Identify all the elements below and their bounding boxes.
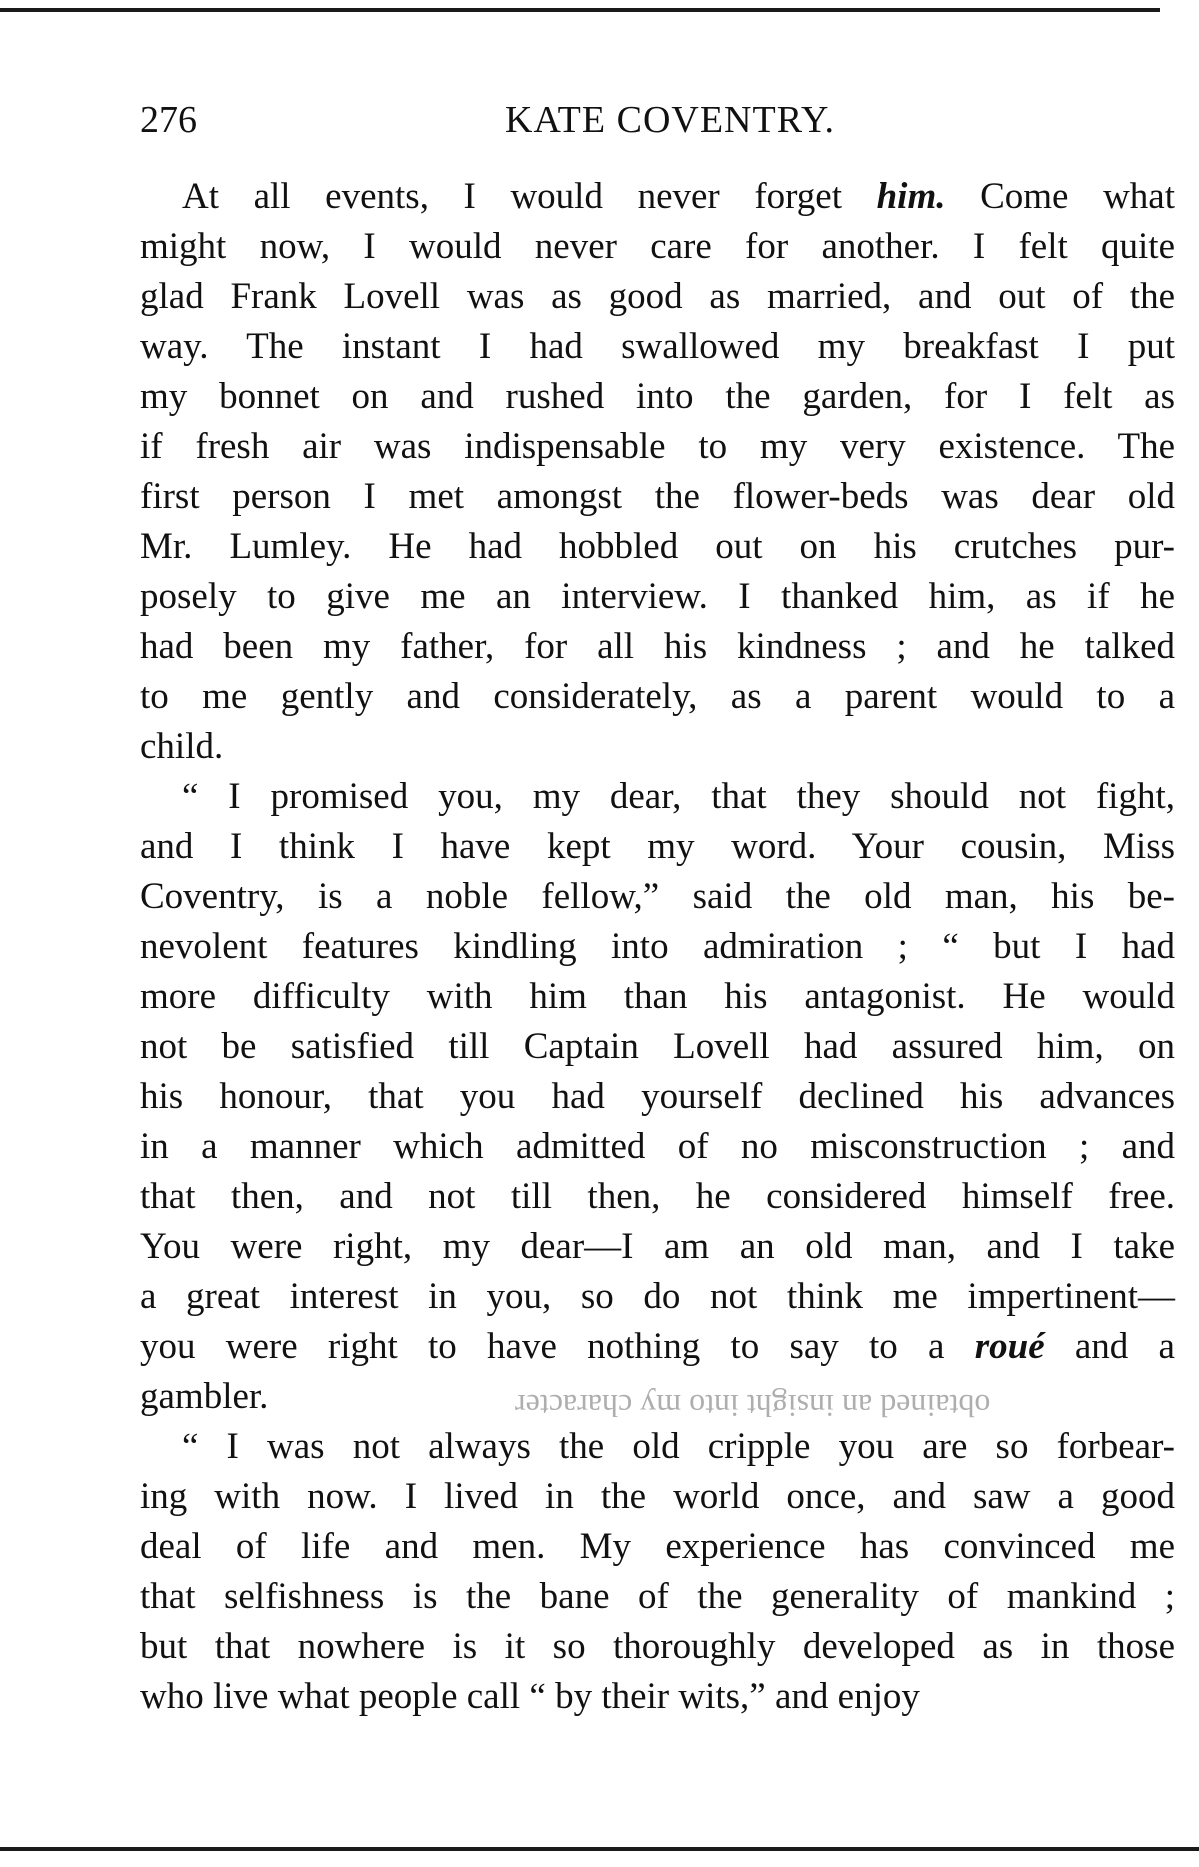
text-run: glad Frank Lovell was as good as married, and out of the — [140, 276, 1175, 317]
text-line — [140, 722, 1175, 772]
text-line — [140, 472, 1175, 522]
emphasis: him. — [876, 176, 946, 217]
text-line — [140, 322, 1175, 372]
text-line — [140, 1072, 1175, 1122]
text-run: At all events, I would never forget — [182, 176, 877, 217]
text-line — [140, 1122, 1175, 1172]
text-run: gambler. — [140, 1376, 269, 1417]
text-run: “ I was not always the old cripple you are so forbear- — [182, 1426, 1175, 1467]
text-run: Mr. Lumley. He had hobbled out on his crutches pur- — [140, 526, 1175, 567]
text-run: if fresh air was indispensable to my very existence. The — [140, 426, 1175, 467]
text-line — [140, 972, 1175, 1022]
bleed-through-text: obtained an insight into my character — [515, 1388, 991, 1424]
text-run: my bonnet on and rushed into the garden, for I felt as — [140, 376, 1175, 417]
running-title: KATE COVENTRY. — [505, 99, 835, 141]
text-run: in a manner which admitted of no misconstruction ; and — [140, 1126, 1175, 1167]
text-line — [140, 772, 1175, 822]
page-number: 276 — [140, 99, 197, 141]
text-line — [140, 872, 1175, 922]
text-run: deal of life and men. My experience has convinced me — [140, 1526, 1175, 1567]
text-run: child. — [140, 726, 224, 767]
text-line — [140, 1572, 1175, 1622]
text-line — [140, 172, 1175, 222]
text-line — [140, 1422, 1175, 1472]
text-line — [140, 622, 1175, 672]
text-run: ing with now. I lived in the world once, and saw a good — [140, 1476, 1175, 1517]
text-run: “ I promised you, my dear, that they should not fight, — [182, 776, 1175, 817]
text-line — [140, 372, 1175, 422]
text-run: and a — [1044, 1326, 1175, 1367]
text-run: You were right, my dear—I am an old man, and I take — [140, 1226, 1175, 1267]
bottom-rule — [0, 1847, 1199, 1851]
body-text — [140, 172, 1175, 1722]
text-run: who live what people call “ by their wits,” and enjoy — [140, 1676, 920, 1717]
text-run: had been my father, for all his kindness ; and he talked — [140, 626, 1175, 667]
text-line — [140, 1322, 1175, 1372]
text-run: but that nowhere is it so thoroughly developed as in those — [140, 1626, 1175, 1667]
text-run: nevolent features kindling into admiration ; “ but I had — [140, 926, 1175, 967]
text-line — [140, 1222, 1175, 1272]
text-run: that selfishness is the bane of the generality of mankind ; — [140, 1576, 1175, 1617]
text-line — [140, 822, 1175, 872]
text-run: to me gently and considerately, as a parent would to a — [140, 676, 1175, 717]
text-line — [140, 272, 1175, 322]
text-line — [140, 672, 1175, 722]
text-run: Come what — [945, 176, 1175, 217]
text-run: way. The instant I had swallowed my breakfast I put — [140, 326, 1175, 367]
text-line — [140, 1472, 1175, 1522]
top-rule — [0, 8, 1160, 12]
text-line — [140, 422, 1175, 472]
emphasis: roué — [974, 1326, 1045, 1367]
text-line — [140, 1022, 1175, 1072]
text-run: a great interest in you, so do not think me impertinent— — [140, 1276, 1175, 1317]
text-line — [140, 522, 1175, 572]
text-run: first person I met amongst the flower-beds was dear old — [140, 476, 1175, 517]
text-run: not be satisfied till Captain Lovell had assured him, on — [140, 1026, 1175, 1067]
text-line — [140, 922, 1175, 972]
text-line — [140, 1522, 1175, 1572]
text-run: might now, I would never care for another. I felt quite — [140, 226, 1175, 267]
text-run: more difficulty with him than his antagonist. He would — [140, 976, 1175, 1017]
text-run: that then, and not till then, he considered himself free. — [140, 1176, 1175, 1217]
text-line — [140, 1622, 1175, 1672]
text-line — [140, 1172, 1175, 1222]
text-line — [140, 1672, 1175, 1722]
text-run: you were right to have nothing to say to a — [140, 1326, 975, 1367]
text-run: his honour, that you had yourself declined his advances — [140, 1076, 1175, 1117]
text-run: posely to give me an interview. I thanked him, as if he — [140, 576, 1175, 617]
text-line — [140, 572, 1175, 622]
page-header — [140, 98, 1175, 142]
text-line — [140, 1272, 1175, 1322]
text-run: Coventry, is a noble fellow,” said the old man, his be- — [140, 876, 1175, 917]
text-run: and I think I have kept my word. Your cousin, Miss — [140, 826, 1175, 867]
text-line — [140, 222, 1175, 272]
